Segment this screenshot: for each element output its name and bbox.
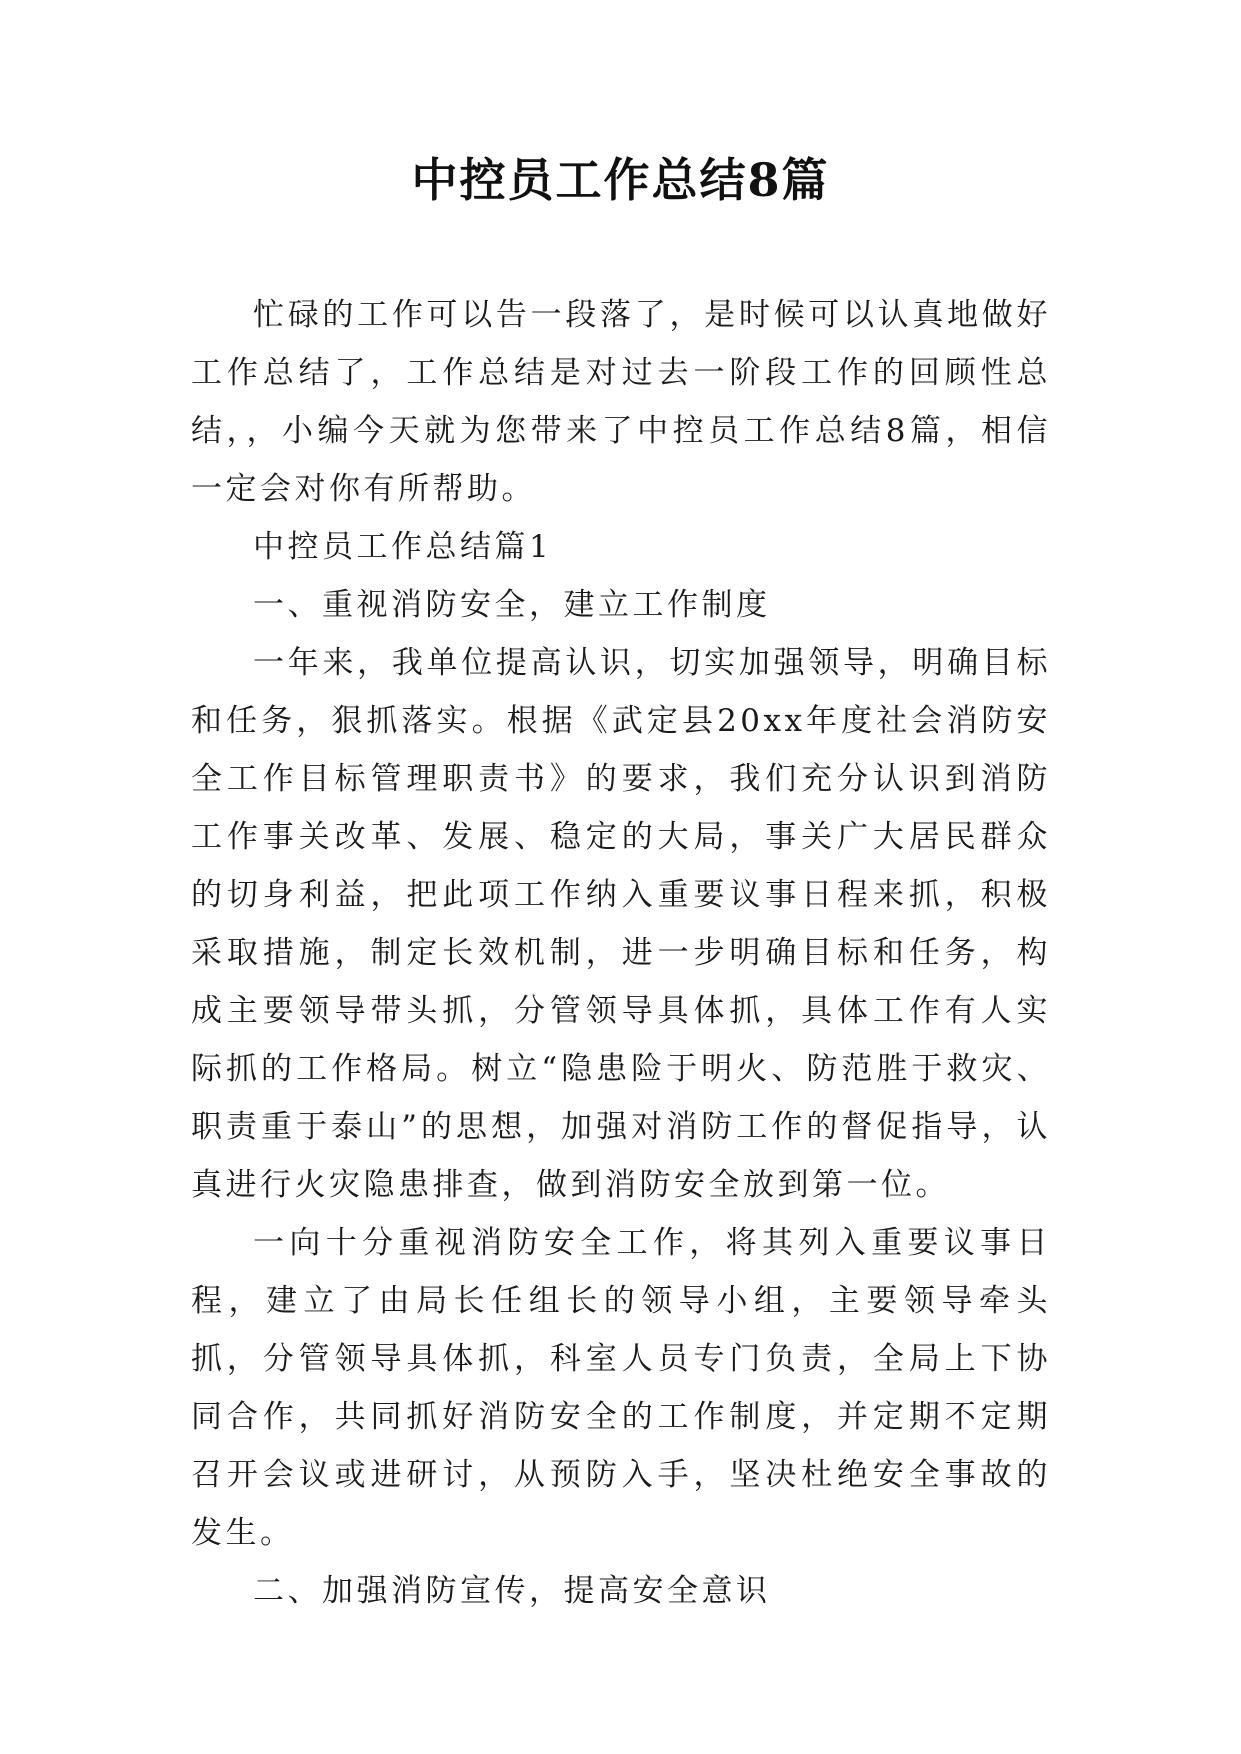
body-paragraph: 一年来，我单位提高认识，切实加强领导，明确目标和任务，狠抓落实。根据《武定县20xx年度社会消防安全工作目标管理职责书》的要求，我们充分认识到消防工作事关改革、发展、稳定的大局，事关广大居民群众的切身利益，把此项工作纳入重要议事日程来抓，积极采取措施，制定长效机制，进一步明确目标和任务，构成主要领导带头抓，分管领导具体抓，具体工作有人实际抓的工作格局。树立“隐患险于明火、防范胜于救灾、职责重于泰山”的思想，加强对消防工作的督促指导，认真进行火灾隐患排查，做到消防安全放到第一位。 [191,645,1051,1203]
intro-paragraph: 忙碌的工作可以告一段落了，是时候可以认真地做好工作总结了，工作总结是对过去一阶段工作的回顾性总结，，小编今天就为您带来了中控员工作总结8篇，相信一定会对你有所帮助。 [191,297,1051,507]
subsection-heading: 一、重视消防安全，建立工作制度 [253,587,771,623]
body-paragraph: 一向十分重视消防安全工作，将其列入重要议事日程，建立了由局长任组长的领导小组，主要领导牵头抓，分管领导具体抓，科室人员专门负责，全局上下协同合作，共同抓好消防安全的工作制度，并定期不定期召开会议或进研讨，从预防入手，坚决杜绝安全事故的发生。 [191,1225,1051,1551]
document-body [191,286,1051,1620]
section-heading: 中控员工作总结篇1 [253,529,553,565]
document-title: 中控员工作总结8篇 [411,153,830,207]
subsection-heading: 二、加强消防宣传，提高安全意识 [253,1573,771,1609]
